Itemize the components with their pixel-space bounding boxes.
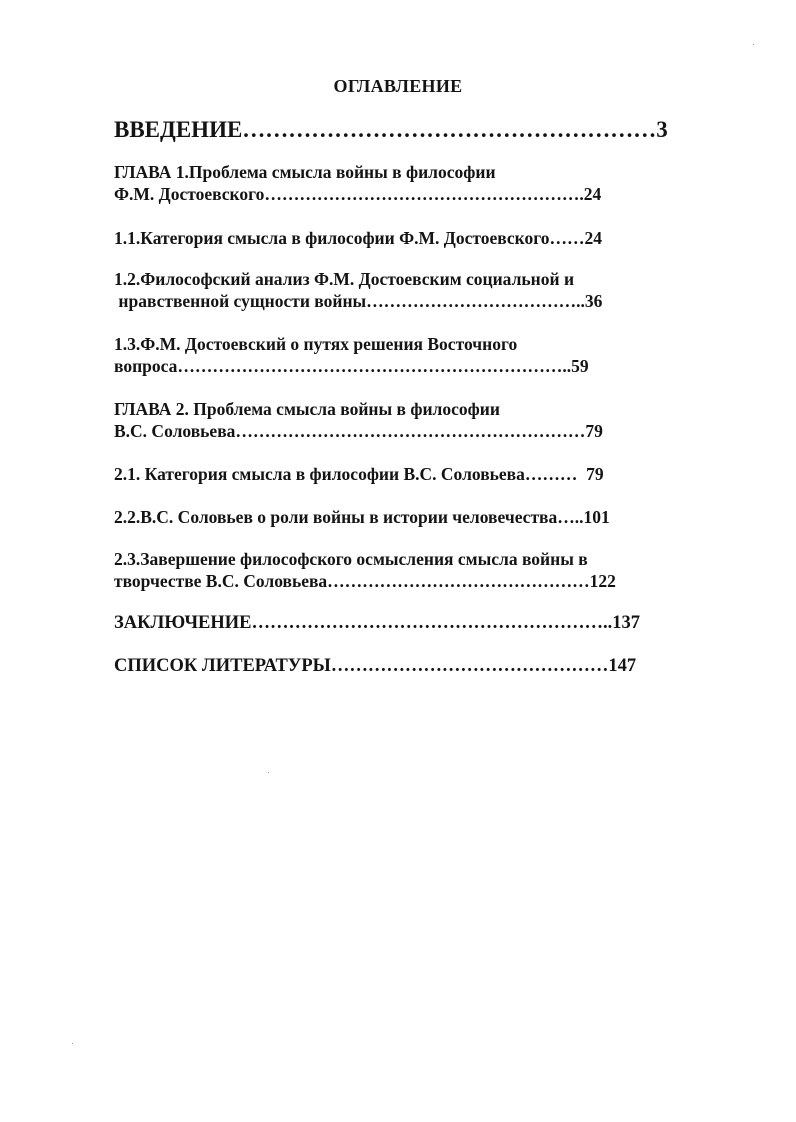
toc-entry-section-1-3: 1.3.Ф.М. Достоевский о путях решения Восточного: [114, 334, 518, 354]
toc-entry-chapter-1-title: ГЛАВА 1.Проблема смысла войны в философии: [114, 162, 496, 182]
toc-entry-section-2-1: 2.1. Категория смысла в философии В.С. Соловьева……… 79: [114, 464, 604, 484]
toc-entry-section-1-1: 1.1.Категория смысла в философии Ф.М. Достоевского……24: [114, 228, 603, 248]
scan-speck: [268, 772, 269, 773]
toc-entry-introduction: ВВЕДЕНИЕ………………………………………………3: [114, 117, 668, 142]
toc-entry-section-1-2-cont: нравственной сущности войны………………………………..36: [114, 291, 603, 311]
scan-speck: [72, 1043, 73, 1044]
toc-entry-section-1-2: 1.2.Философский анализ Ф.М. Достоевским социальной и: [114, 269, 575, 289]
toc-entry-chapter-2-title-cont: В.С. Соловьева……………………………………………………79: [114, 421, 603, 441]
toc-entry-section-2-2: 2.2.В.С. Соловьев о роли войны в истории человечества…..101: [114, 507, 610, 527]
toc-entry-section-1-3-cont: вопроса…………………………………………………………..59: [114, 356, 589, 376]
toc-heading: ОГЛАВЛЕНИЕ: [333, 76, 463, 96]
toc-entry-references: СПИСОК ЛИТЕРАТУРЫ………………………………………147: [114, 656, 637, 676]
toc-entry-chapter-1-title-cont: Ф.М. Достоевского……………………………………………….24: [114, 184, 602, 204]
toc-entry-section-2-3-cont: творчестве В.С. Соловьева………………………………………122: [114, 571, 616, 591]
toc-entry-conclusion: ЗАКЛЮЧЕНИЕ…………………………………………………..137: [114, 613, 640, 633]
toc-entry-section-2-3: 2.3.Завершение философского осмысления смысла войны в: [114, 549, 588, 569]
toc-entry-chapter-2-title: ГЛАВА 2. Проблема смысла войны в философии: [114, 399, 500, 419]
scan-speck: [753, 44, 754, 45]
